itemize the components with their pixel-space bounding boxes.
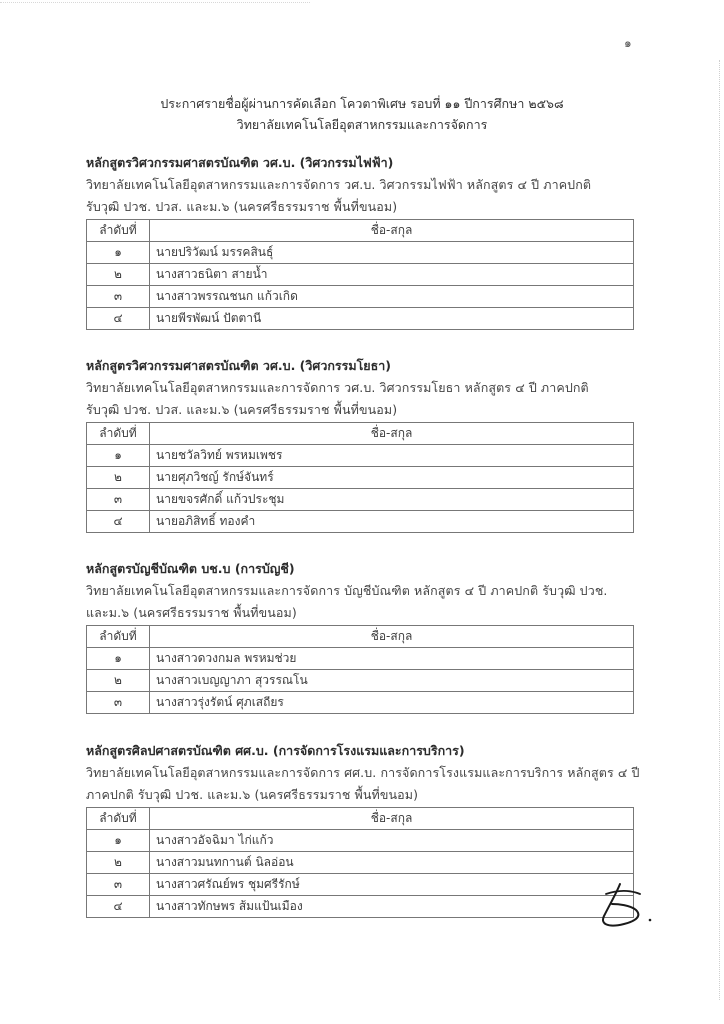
document-title: ประกาศรายชื่อผู้ผ่านการคัดเลือก โควตาพิเศษ รอบที่ ๑๑ ปีการศึกษา ๒๕๖๘ <box>160 96 564 111</box>
row-name: นายอภิสิทธิ์ ทองคำ <box>150 511 634 533</box>
header-no: ลำดับที่ <box>87 423 150 445</box>
table-row <box>87 286 634 308</box>
table-row <box>87 467 634 489</box>
section-civil-engineering <box>86 355 634 533</box>
section-hotel-management <box>86 740 640 918</box>
row-name: นายชวัลวิทย์ พรหมเพชร <box>150 445 634 467</box>
header-no: ลำดับที่ <box>87 808 150 830</box>
section-electrical-engineering <box>86 152 634 330</box>
table-row <box>87 489 634 511</box>
section-heading: หลักสูตรศิลปศาสตรบัณฑิต ศศ.บ. (การจัดการโรงแรมและการบริการ) <box>86 743 465 758</box>
row-no: ๔ <box>87 896 150 918</box>
header-no: ลำดับที่ <box>87 220 150 242</box>
table-header-row <box>87 423 634 445</box>
table-row <box>87 511 634 533</box>
row-no: ๓ <box>87 874 150 896</box>
row-no: ๒ <box>87 852 150 874</box>
table-header-row <box>87 808 634 830</box>
row-no: ๑ <box>87 648 150 670</box>
section-description: รับวุฒิ ปวช. ปวส. และม.๖ (นครศรีธรรมราช พื้นที่ขนอม) <box>86 402 398 417</box>
header-name: ชื่อ-สกุล <box>150 626 634 648</box>
section-description: วิทยาลัยเทคโนโลยีอุตสาหกรรมและการจัดการ วศ.บ. วิศวกรรมโยธา หลักสูตร ๔ ปี ภาคปกติ <box>86 380 589 395</box>
section-description: ภาคปกติ รับวุฒิ ปวช. และม.๖ (นครศรีธรรมราช พื้นที่ขนอม) <box>86 787 419 802</box>
table-header-row <box>87 626 634 648</box>
row-no: ๓ <box>87 692 150 714</box>
row-no: ๑ <box>87 830 150 852</box>
candidate-table <box>86 422 634 533</box>
handwritten-signature <box>596 880 666 930</box>
row-name: นางสาวอัจฉิมา ไก่แก้ว <box>150 830 634 852</box>
table-row <box>87 830 634 852</box>
row-name: นายปริวัฒน์ มรรคสินธุ์ <box>150 242 634 264</box>
table-row <box>87 264 634 286</box>
header-name: ชื่อ-สกุล <box>150 808 634 830</box>
section-accounting <box>86 558 634 714</box>
candidate-table <box>86 807 634 918</box>
section-heading: หลักสูตรบัญชีบัณฑิต บช.บ (การบัญชี) <box>86 561 295 576</box>
table-row <box>87 692 634 714</box>
row-name: นางสาวธนิตา สายน้ำ <box>150 264 634 286</box>
table-row <box>87 242 634 264</box>
row-name: นางสาวศรัณย์พร ชุมศรีรักษ์ <box>150 874 634 896</box>
row-no: ๒ <box>87 467 150 489</box>
row-name: นางสาวดวงกมล พรหมช่วย <box>150 648 634 670</box>
table-row <box>87 445 634 467</box>
row-no: ๔ <box>87 511 150 533</box>
row-no: ๓ <box>87 286 150 308</box>
row-name: นางสาวพรรณชนก แก้วเกิด <box>150 286 634 308</box>
row-name: นางสาวรุ่งรัตน์ ศุภเสถียร <box>150 692 634 714</box>
scan-artifact-edge <box>719 60 720 1000</box>
row-no: ๒ <box>87 264 150 286</box>
row-name: นายศุภวิชญ์ รักษ์จันทร์ <box>150 467 634 489</box>
row-name: นายขจรศักดิ์ แก้วประชุม <box>150 489 634 511</box>
section-description: วิทยาลัยเทคโนโลยีอุตสาหกรรมและการจัดการ บัญชีบัณฑิต หลักสูตร ๔ ปี ภาคปกติ รับวุฒิ ปวช. <box>86 583 608 598</box>
row-no: ๓ <box>87 489 150 511</box>
table-row <box>87 896 634 918</box>
candidate-table <box>86 625 634 714</box>
header-no: ลำดับที่ <box>87 626 150 648</box>
section-description: วิทยาลัยเทคโนโลยีอุตสาหกรรมและการจัดการ ศศ.บ. การจัดการโรงแรมและการบริการ หลักสูตร ๔ ปี <box>86 765 640 780</box>
section-description: รับวุฒิ ปวช. ปวส. และม.๖ (นครศรีธรรมราช พื้นที่ขนอม) <box>86 199 398 214</box>
row-no: ๑ <box>87 445 150 467</box>
row-no: ๑ <box>87 242 150 264</box>
scan-artifact-top <box>0 2 310 3</box>
row-name: นางสาวเบญญาภา สุวรรณโน <box>150 670 634 692</box>
table-row <box>87 308 634 330</box>
section-description: และม.๖ (นครศรีธรรมราช พื้นที่ขนอม) <box>86 605 297 620</box>
document-subtitle: วิทยาลัยเทคโนโลยีอุตสาหกรรมและการจัดการ <box>236 117 488 132</box>
section-description: วิทยาลัยเทคโนโลยีอุตสาหกรรมและการจัดการ วศ.บ. วิศวกรรมไฟฟ้า หลักสูตร ๔ ปี ภาคปกติ <box>86 177 592 192</box>
page-number: ๑ <box>624 36 632 50</box>
row-name: นางสาวทักษพร ส้มแป้นเมือง <box>150 896 634 918</box>
section-heading: หลักสูตรวิศวกรรมศาสตรบัณฑิต วศ.บ. (วิศวกรรมโยธา) <box>86 358 391 373</box>
section-heading: หลักสูตรวิศวกรรมศาสตรบัณฑิต วศ.บ. (วิศวกรรมไฟฟ้า) <box>86 155 394 170</box>
row-no: ๒ <box>87 670 150 692</box>
row-name: นายพีรพัฒน์ ปัตตานี <box>150 308 634 330</box>
header-name: ชื่อ-สกุล <box>150 220 634 242</box>
row-name: นางสาวมนทกานต์ นิลอ่อน <box>150 852 634 874</box>
table-row <box>87 852 634 874</box>
table-row <box>87 648 634 670</box>
candidate-table <box>86 219 634 330</box>
header-name: ชื่อ-สกุล <box>150 423 634 445</box>
table-header-row <box>87 220 634 242</box>
table-row <box>87 670 634 692</box>
row-no: ๔ <box>87 308 150 330</box>
table-row <box>87 874 634 896</box>
